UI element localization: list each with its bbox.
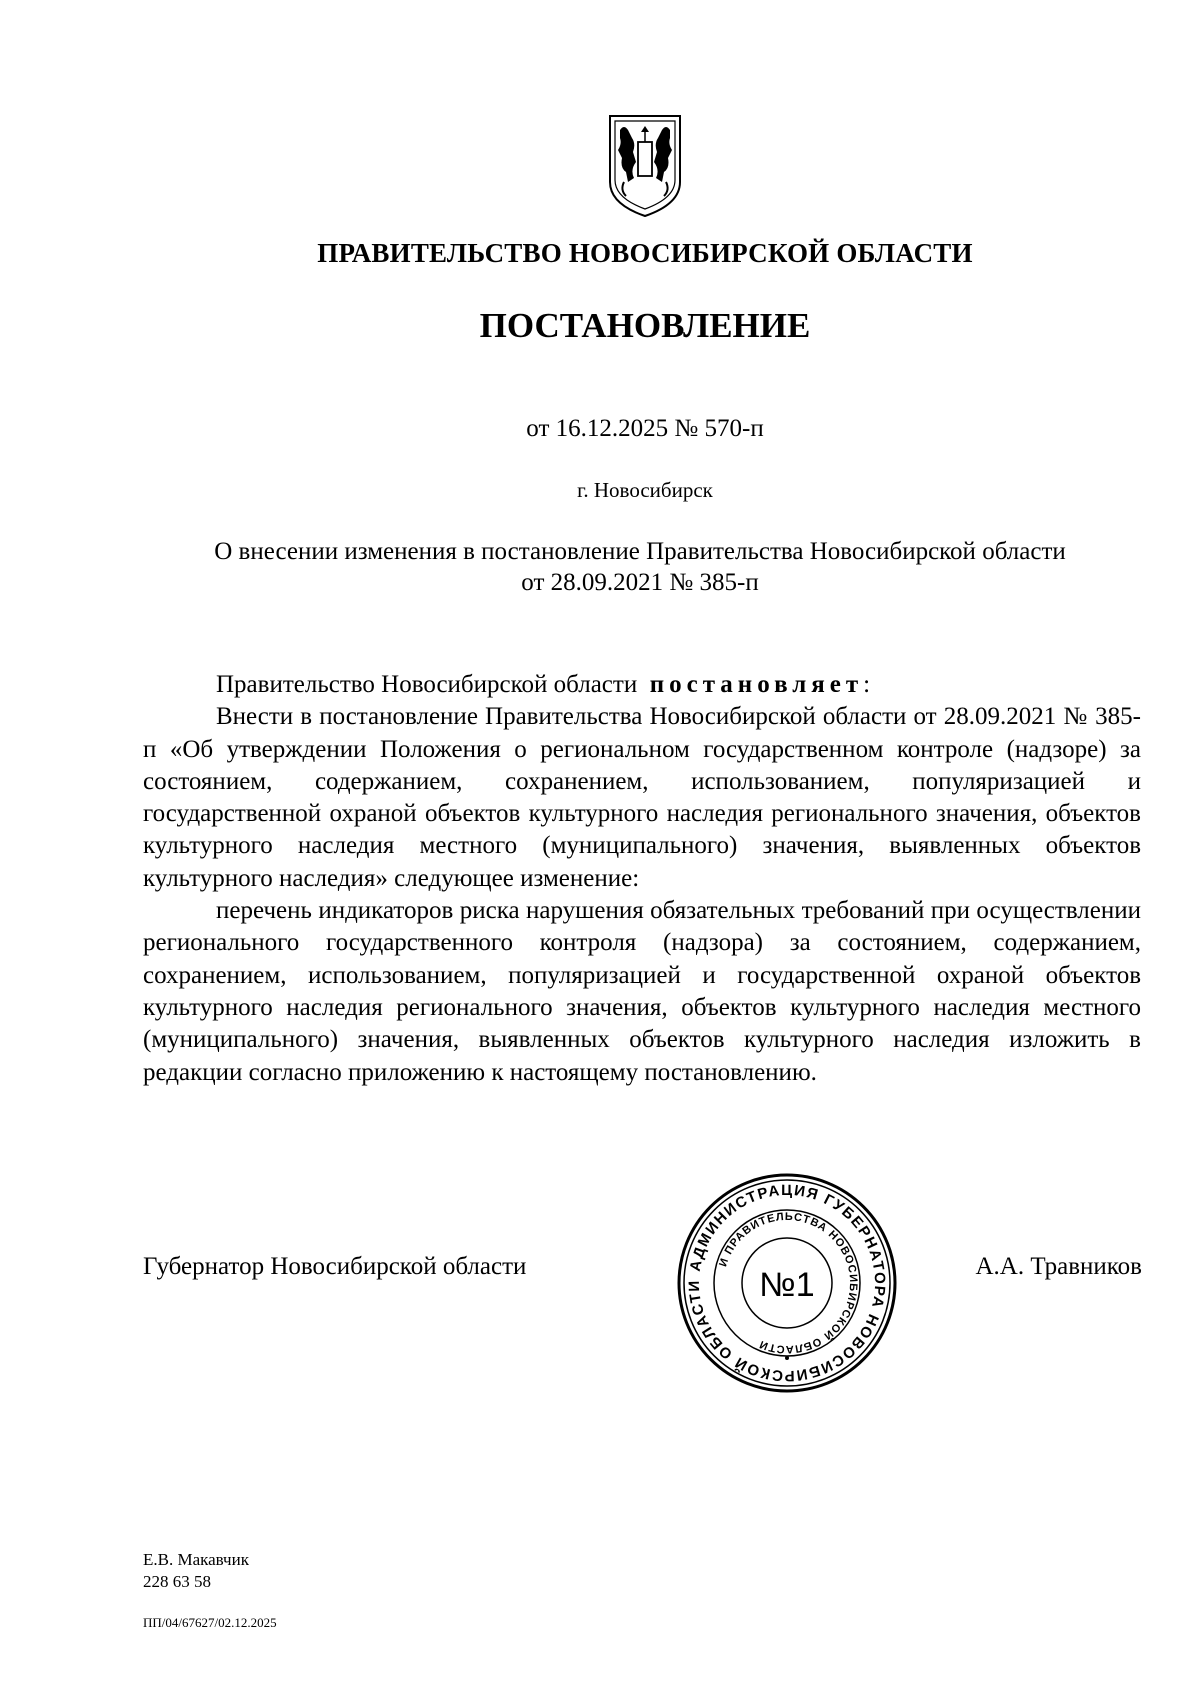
stamp-number: №1 <box>759 1266 815 1304</box>
coat-of-arms-emblem <box>600 112 690 220</box>
paragraph-1: Внести в постановление Правительства Новосибирской области от 28.09.2021 № 385-п «Об утверждении Положения о региональном государственном контроле (надзоре) за состоянием, содержанием, сохранением, использованием, популяризацией и государственной охраной объектов культурного наследия регионального значения, объектов культурного наследия местного (муниципального) значения, выявленных объектов культурного наследия» следующее изменение: <box>143 703 1141 892</box>
official-seal-stamp <box>676 1172 898 1394</box>
document-date-number: от 16.12.2025 № 570-п <box>526 415 764 442</box>
subject-line-2: от 28.09.2021 № 385-п <box>521 569 759 596</box>
organization-title: ПРАВИТЕЛЬСТВО НОВОСИБИРСКОЙ ОБЛАСТИ <box>317 238 973 268</box>
executor-phone: 228 63 58 <box>143 1572 211 1591</box>
signatory-name: А.А. Травников <box>975 1253 1142 1280</box>
intro-colon: : <box>863 671 871 698</box>
document-type-title: ПОСТАНОВЛЕНИЕ <box>479 306 811 345</box>
stamp-outer-text: АДМИНИСТРАЦИЯ ГУБЕРНАТОРА НОВОСИБИРСКОЙ ОБЛАСТИ <box>685 1181 889 1385</box>
document-code: ПП/04/67627/02.12.2025 <box>143 1615 277 1630</box>
signatory-position: Губернатор Новосибирской области <box>143 1253 527 1280</box>
paragraph-2: перечень индикаторов риска нарушения обязательных требований при осуществлении регионального государственного контроля (надзора) за состоянием, содержанием, сохранением, использованием, популяризацией и государственной охраной объектов культурного наследия регионального значения, объектов культурного наследия местного (муниципального) значения, выявленных объектов культурного наследия изложить в редакции согласно приложению к настоящему постановлению. <box>143 897 1141 1086</box>
document-body <box>143 669 1141 1089</box>
intro-text: Правительство Новосибирской области <box>216 671 638 698</box>
subject-line-1: О внесении изменения в постановление Правительства Новосибирской области <box>214 538 1066 565</box>
intro-verb: постановляет <box>649 671 864 698</box>
stamp-inner-text: И ПРАВИТЕЛЬСТВА НОВОСИБИРСКОЙ ОБЛАСТИ <box>717 1210 860 1356</box>
stamp-star-mark <box>785 1356 789 1360</box>
intro-paragraph <box>143 669 1141 701</box>
executor-block <box>143 1549 249 1593</box>
executor-name: Е.В. Макавчик <box>143 1550 249 1569</box>
document-city: г. Новосибирск <box>577 478 713 502</box>
document-subject <box>140 536 1140 598</box>
